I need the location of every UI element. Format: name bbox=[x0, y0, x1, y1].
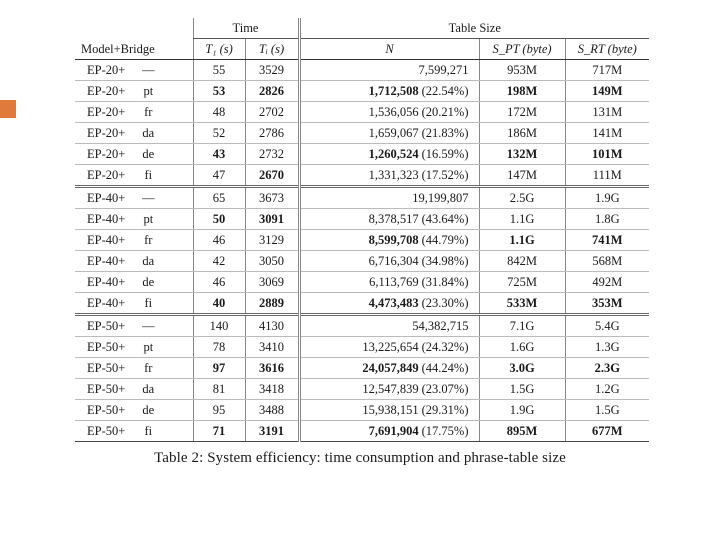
t1-cell: 140 bbox=[193, 315, 245, 337]
ti-cell: 3673 bbox=[245, 187, 299, 209]
spt-cell: 1.1G bbox=[479, 209, 565, 230]
n-value: 15,938,151 bbox=[362, 403, 419, 417]
ti-cell: 2889 bbox=[245, 293, 299, 315]
ti-cell: 3091 bbox=[245, 209, 299, 230]
n-cell bbox=[299, 293, 479, 315]
model-bridge-cell bbox=[75, 165, 193, 187]
n-value: 4,473,483 bbox=[368, 296, 419, 310]
n-cell bbox=[299, 358, 479, 379]
n-value: 54,382,715 bbox=[412, 319, 469, 333]
ti-cell: 3069 bbox=[245, 272, 299, 293]
t1-cell: 78 bbox=[193, 337, 245, 358]
model-bridge-cell bbox=[75, 293, 193, 315]
spt-cell: 895M bbox=[479, 421, 565, 442]
n-cell bbox=[299, 165, 479, 187]
table-row bbox=[75, 421, 649, 442]
srt-cell: 1.2G bbox=[565, 379, 649, 400]
n-percentage: (24.32%) bbox=[421, 340, 469, 354]
srt-cell: 568M bbox=[565, 251, 649, 272]
bridge-language: fr bbox=[144, 233, 153, 247]
model-name: EP-50+ bbox=[87, 361, 126, 375]
t1-cell: 48 bbox=[193, 102, 245, 123]
table-row bbox=[75, 272, 649, 293]
table-row bbox=[75, 358, 649, 379]
n-percentage: (22.54%) bbox=[421, 84, 469, 98]
spt-cell: 1.6G bbox=[479, 337, 565, 358]
model-name: EP-50+ bbox=[87, 382, 126, 396]
n-value: 8,378,517 bbox=[368, 212, 419, 226]
bridge-language: fi bbox=[144, 424, 153, 438]
srt-cell: 111M bbox=[565, 165, 649, 187]
spt-cell: 172M bbox=[479, 102, 565, 123]
table-row bbox=[75, 400, 649, 421]
spt-cell: 3.0G bbox=[479, 358, 565, 379]
model-bridge-cell bbox=[75, 358, 193, 379]
n-cell bbox=[299, 144, 479, 165]
n-value: 12,547,839 bbox=[362, 382, 419, 396]
srt-cell: 741M bbox=[565, 230, 649, 251]
ti-cell: 2702 bbox=[245, 102, 299, 123]
bridge-language: de bbox=[142, 275, 155, 289]
table-row bbox=[75, 230, 649, 251]
ti-cell: 2826 bbox=[245, 81, 299, 102]
n-value: 7,691,904 bbox=[368, 424, 419, 438]
n-percentage: (20.21%) bbox=[421, 105, 469, 119]
efficiency-table bbox=[75, 18, 649, 442]
t1-cell: 50 bbox=[193, 209, 245, 230]
table-row bbox=[75, 293, 649, 315]
n-percentage: (34.98%) bbox=[421, 254, 469, 268]
bridge-language: — bbox=[142, 63, 155, 77]
spt-cell: 1.9G bbox=[479, 400, 565, 421]
n-value: 1,260,524 bbox=[368, 147, 419, 161]
col-header-srt: S_RT (byte) bbox=[565, 39, 649, 60]
bridge-language: — bbox=[142, 191, 155, 205]
model-bridge-cell bbox=[75, 144, 193, 165]
n-value: 19,199,807 bbox=[412, 191, 469, 205]
bridge-language: pt bbox=[143, 340, 154, 354]
model-name: EP-40+ bbox=[87, 275, 126, 289]
model-bridge-cell bbox=[75, 187, 193, 209]
n-cell bbox=[299, 272, 479, 293]
srt-cell: 677M bbox=[565, 421, 649, 442]
blank-header-cell bbox=[75, 18, 193, 39]
col-header-spt: S_PT (byte) bbox=[479, 39, 565, 60]
n-percentage: (29.31%) bbox=[421, 403, 469, 417]
model-name: EP-40+ bbox=[87, 233, 126, 247]
bridge-language: fi bbox=[144, 168, 153, 182]
slide-accent-marker bbox=[0, 100, 16, 118]
bridge-language: fr bbox=[144, 361, 153, 375]
model-name: EP-50+ bbox=[87, 403, 126, 417]
n-cell bbox=[299, 60, 479, 81]
n-cell bbox=[299, 337, 479, 358]
n-value: 13,225,654 bbox=[362, 340, 419, 354]
col-header-t1: T₁ (s) bbox=[193, 39, 245, 60]
table-row bbox=[75, 337, 649, 358]
spt-cell: 2.5G bbox=[479, 187, 565, 209]
table-row bbox=[75, 251, 649, 272]
n-cell bbox=[299, 315, 479, 337]
ti-cell: 4130 bbox=[245, 315, 299, 337]
n-cell bbox=[299, 123, 479, 144]
time-group-header: Time bbox=[193, 18, 299, 39]
col-header-ti: Tᵢ (s) bbox=[245, 39, 299, 60]
model-name: EP-50+ bbox=[87, 424, 126, 438]
bridge-language: da bbox=[142, 126, 155, 140]
t1-cell: 42 bbox=[193, 251, 245, 272]
model-bridge-cell bbox=[75, 81, 193, 102]
model-name: EP-40+ bbox=[87, 296, 126, 310]
col-header-n: N bbox=[299, 39, 479, 60]
model-bridge-cell bbox=[75, 315, 193, 337]
model-bridge-cell bbox=[75, 272, 193, 293]
srt-cell: 1.8G bbox=[565, 209, 649, 230]
bridge-language: pt bbox=[143, 212, 154, 226]
table-row bbox=[75, 123, 649, 144]
bridge-language: — bbox=[142, 319, 155, 333]
n-percentage: (21.83%) bbox=[421, 126, 469, 140]
ti-cell: 3050 bbox=[245, 251, 299, 272]
t1-cell: 53 bbox=[193, 81, 245, 102]
t1-cell: 47 bbox=[193, 165, 245, 187]
ti-cell: 3529 bbox=[245, 60, 299, 81]
spt-cell: 533M bbox=[479, 293, 565, 315]
table-body bbox=[75, 60, 649, 442]
spt-cell: 132M bbox=[479, 144, 565, 165]
table-row bbox=[75, 209, 649, 230]
t1-cell: 95 bbox=[193, 400, 245, 421]
n-value: 6,716,304 bbox=[368, 254, 419, 268]
model-name: EP-40+ bbox=[87, 254, 126, 268]
table-row bbox=[75, 315, 649, 337]
table-row bbox=[75, 144, 649, 165]
t1-cell: 81 bbox=[193, 379, 245, 400]
srt-cell: 1.3G bbox=[565, 337, 649, 358]
n-value: 1,536,056 bbox=[368, 105, 419, 119]
table-size-group-header: Table Size bbox=[299, 18, 649, 39]
table-row bbox=[75, 81, 649, 102]
srt-cell: 5.4G bbox=[565, 315, 649, 337]
bridge-language: de bbox=[142, 147, 155, 161]
srt-cell: 131M bbox=[565, 102, 649, 123]
ti-cell: 3410 bbox=[245, 337, 299, 358]
bridge-language: da bbox=[142, 254, 155, 268]
spt-cell: 1.5G bbox=[479, 379, 565, 400]
srt-cell: 1.5G bbox=[565, 400, 649, 421]
t1-cell: 65 bbox=[193, 187, 245, 209]
n-value: 1,712,508 bbox=[368, 84, 419, 98]
n-cell bbox=[299, 209, 479, 230]
srt-cell: 717M bbox=[565, 60, 649, 81]
model-bridge-cell bbox=[75, 379, 193, 400]
spt-cell: 725M bbox=[479, 272, 565, 293]
n-cell bbox=[299, 379, 479, 400]
n-value: 1,331,323 bbox=[368, 168, 419, 182]
bridge-language: da bbox=[142, 382, 155, 396]
model-bridge-cell bbox=[75, 421, 193, 442]
spt-cell: 198M bbox=[479, 81, 565, 102]
model-name: EP-50+ bbox=[87, 319, 126, 333]
ti-cell: 3191 bbox=[245, 421, 299, 442]
spt-cell: 842M bbox=[479, 251, 565, 272]
n-percentage: (17.52%) bbox=[421, 168, 469, 182]
model-name: EP-20+ bbox=[87, 84, 126, 98]
n-value: 1,659,067 bbox=[368, 126, 419, 140]
srt-cell: 353M bbox=[565, 293, 649, 315]
table-row bbox=[75, 60, 649, 81]
model-bridge-cell bbox=[75, 400, 193, 421]
table-row bbox=[75, 187, 649, 209]
model-bridge-cell bbox=[75, 209, 193, 230]
srt-cell: 492M bbox=[565, 272, 649, 293]
model-bridge-cell bbox=[75, 102, 193, 123]
srt-cell: 1.9G bbox=[565, 187, 649, 209]
n-percentage: (23.30%) bbox=[421, 296, 469, 310]
model-name: EP-20+ bbox=[87, 168, 126, 182]
model-bridge-cell bbox=[75, 230, 193, 251]
srt-cell: 141M bbox=[565, 123, 649, 144]
n-percentage: (44.79%) bbox=[421, 233, 469, 247]
ti-cell: 3616 bbox=[245, 358, 299, 379]
n-percentage: (17.75%) bbox=[421, 424, 469, 438]
table-row bbox=[75, 165, 649, 187]
n-cell bbox=[299, 102, 479, 123]
model-bridge-cell bbox=[75, 251, 193, 272]
model-bridge-cell bbox=[75, 60, 193, 81]
n-cell bbox=[299, 187, 479, 209]
spt-cell: 186M bbox=[479, 123, 565, 144]
spt-cell: 953M bbox=[479, 60, 565, 81]
n-value: 24,057,849 bbox=[362, 361, 419, 375]
model-name: EP-20+ bbox=[87, 126, 126, 140]
bridge-language: pt bbox=[143, 84, 154, 98]
srt-cell: 149M bbox=[565, 81, 649, 102]
t1-cell: 46 bbox=[193, 272, 245, 293]
model-name: EP-50+ bbox=[87, 340, 126, 354]
model-name: EP-40+ bbox=[87, 212, 126, 226]
t1-cell: 46 bbox=[193, 230, 245, 251]
model-name: EP-20+ bbox=[87, 147, 126, 161]
n-percentage: (31.84%) bbox=[421, 275, 469, 289]
t1-cell: 40 bbox=[193, 293, 245, 315]
model-bridge-cell bbox=[75, 123, 193, 144]
table-row bbox=[75, 379, 649, 400]
t1-cell: 97 bbox=[193, 358, 245, 379]
ti-cell: 3418 bbox=[245, 379, 299, 400]
ti-cell: 2786 bbox=[245, 123, 299, 144]
srt-cell: 101M bbox=[565, 144, 649, 165]
spt-cell: 1.1G bbox=[479, 230, 565, 251]
model-name: EP-20+ bbox=[87, 63, 126, 77]
bridge-language: fi bbox=[144, 296, 153, 310]
table-row bbox=[75, 102, 649, 123]
ti-cell: 3488 bbox=[245, 400, 299, 421]
bridge-language: fr bbox=[144, 105, 153, 119]
bridge-language: de bbox=[142, 403, 155, 417]
model-bridge-cell bbox=[75, 337, 193, 358]
n-percentage: (16.59%) bbox=[421, 147, 469, 161]
srt-cell: 2.3G bbox=[565, 358, 649, 379]
n-cell bbox=[299, 251, 479, 272]
n-cell bbox=[299, 81, 479, 102]
spt-cell: 147M bbox=[479, 165, 565, 187]
ti-cell: 2670 bbox=[245, 165, 299, 187]
model-name: EP-20+ bbox=[87, 105, 126, 119]
ti-cell: 2732 bbox=[245, 144, 299, 165]
n-value: 8,599,708 bbox=[368, 233, 419, 247]
col-header-model: Model+Bridge bbox=[75, 39, 193, 60]
t1-cell: 52 bbox=[193, 123, 245, 144]
n-value: 7,599,271 bbox=[418, 63, 469, 77]
model-name: EP-40+ bbox=[87, 191, 126, 205]
n-cell bbox=[299, 230, 479, 251]
ti-cell: 3129 bbox=[245, 230, 299, 251]
table-caption: Table 2: System efficiency: time consumption and phrase-table size bbox=[154, 450, 566, 466]
n-percentage: (44.24%) bbox=[421, 361, 469, 375]
t1-cell: 43 bbox=[193, 144, 245, 165]
spt-cell: 7.1G bbox=[479, 315, 565, 337]
efficiency-table-container bbox=[75, 18, 649, 442]
t1-cell: 71 bbox=[193, 421, 245, 442]
n-percentage: (43.64%) bbox=[421, 212, 469, 226]
n-cell bbox=[299, 400, 479, 421]
n-value: 6,113,769 bbox=[369, 275, 419, 289]
n-cell bbox=[299, 421, 479, 442]
n-percentage: (23.07%) bbox=[421, 382, 469, 396]
t1-cell: 55 bbox=[193, 60, 245, 81]
